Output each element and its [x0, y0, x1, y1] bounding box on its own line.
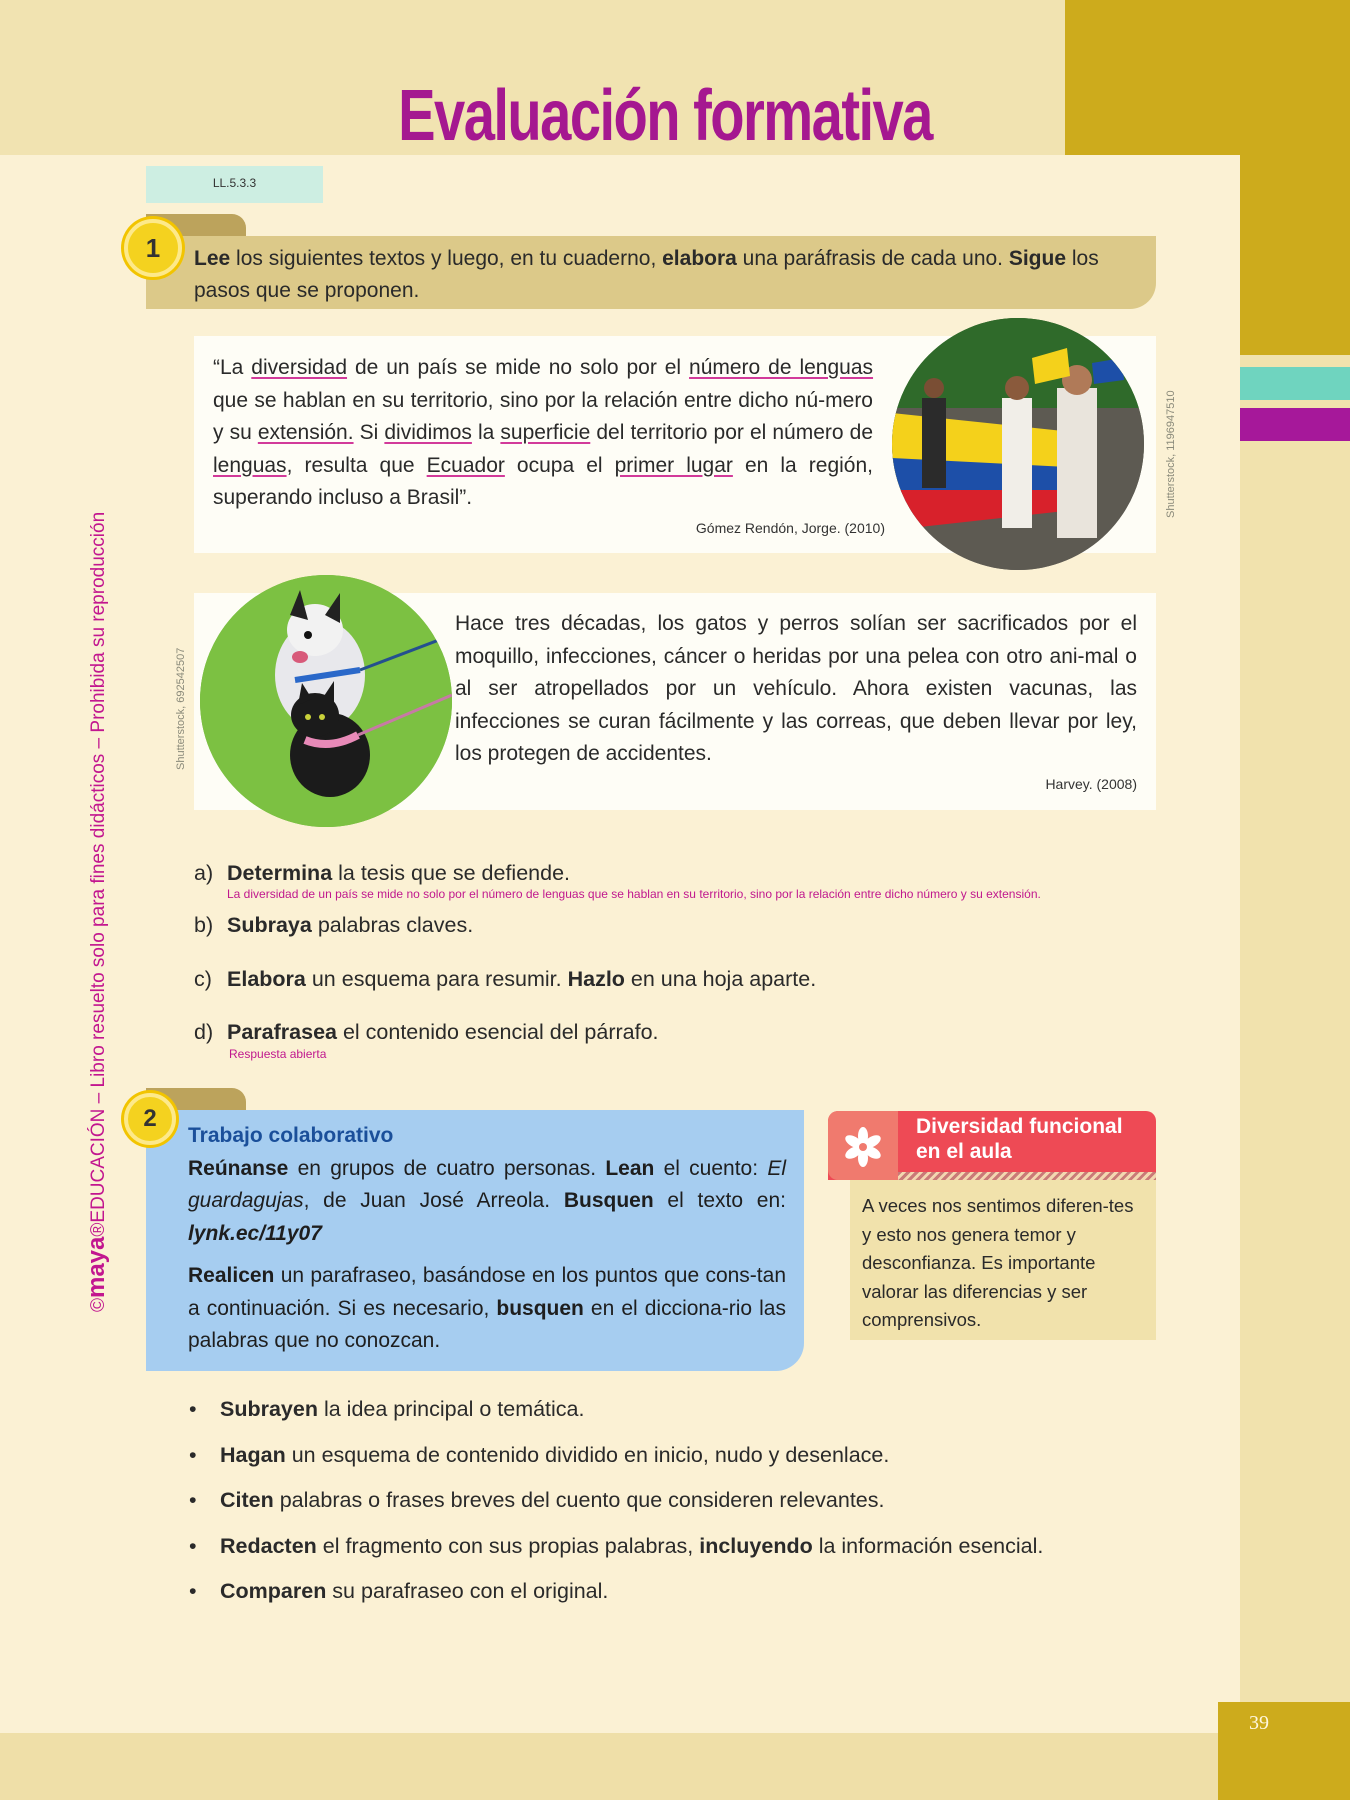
bullet-verb: Redacten — [220, 1533, 317, 1558]
p-text: el cuento: — [654, 1156, 768, 1180]
question-label: b) — [194, 913, 214, 937]
p-verb: Reúnanse — [188, 1156, 289, 1180]
parade-flag-photo — [892, 318, 1144, 570]
text-run: en la región, superando incluso a Brasil”. — [213, 453, 873, 509]
instr-text: los pasos que se proponen. — [194, 247, 1099, 302]
answer-a: La diversidad de un país se mide no solo por el número de lenguas que se hablan en su territorio, sino por la relación entre dicho número y su extensión. — [227, 887, 1041, 901]
copyright-symbol: © — [88, 1298, 109, 1312]
underlined-word: dividimos — [384, 421, 472, 444]
photo-1-credit: Shutterstock, 1196947510 — [1165, 390, 1177, 518]
question-verb: Subraya — [227, 913, 312, 937]
question-d — [194, 1017, 1174, 1047]
underlined-word: superficie — [500, 421, 591, 444]
bullet-text: la idea principal o temática. — [317, 1397, 585, 1421]
parade-flag-illustration — [892, 318, 1144, 570]
answer-d: Respuesta abierta — [229, 1047, 327, 1061]
p-text: en grupos de cuatro personas. — [288, 1156, 606, 1180]
bullet-dot: • — [189, 1488, 197, 1512]
flower-icon — [828, 1111, 898, 1180]
text-2-citation: Harvey. (2008) — [1045, 776, 1137, 792]
p-verb: Realicen — [188, 1264, 275, 1287]
bullet-text: palabras o frases breves del cuento que consideren relevantes. — [273, 1488, 885, 1512]
underlined-word: extensión. — [257, 421, 354, 444]
underlined-word: número de lenguas — [689, 356, 874, 379]
dog-cat-illustration — [200, 575, 452, 827]
diversity-box-title: Diversidad funcional en el aula — [916, 1115, 1123, 1163]
bullet-verb: Subrayen — [220, 1397, 318, 1421]
instr-verb: Lee — [194, 247, 231, 270]
p-verb: Busquen — [563, 1189, 654, 1212]
bullet-item — [185, 1531, 1185, 1577]
bullet-text: la información esencial. — [812, 1533, 1044, 1558]
activity-2-paragraph-2 — [188, 1260, 786, 1358]
text-1-citation: Gómez Rendón, Jorge. (2010) — [695, 520, 885, 536]
dog-cat-photo — [200, 575, 452, 827]
bullet-item — [185, 1394, 1185, 1440]
question-text: el contenido esencial del párrafo. — [336, 1020, 659, 1044]
question-text: un esquema para resumir. — [305, 967, 568, 991]
p-verb: Lean — [605, 1156, 655, 1180]
text-run: “La — [213, 356, 252, 379]
activity-2-paragraph-1 — [188, 1153, 786, 1251]
p-verb: busquen — [496, 1296, 584, 1320]
bullet-dot: • — [189, 1579, 197, 1603]
question-text: la tesis que se defiende. — [332, 861, 571, 885]
question-b — [194, 910, 1174, 940]
p-text: , de Juan José Arreola. — [303, 1189, 564, 1212]
bullet-verb: Hagan — [220, 1442, 286, 1467]
bullet-verb: Citen — [220, 1488, 274, 1512]
magenta-stripe — [1240, 408, 1350, 441]
bullet-dot: • — [189, 1397, 197, 1421]
activity-2-bullets — [185, 1394, 1185, 1622]
text-run: , resulta que — [286, 453, 427, 477]
instr-verb: elabora — [662, 247, 737, 270]
activity-2-badge: 2 — [124, 1093, 176, 1145]
text-1-body — [213, 352, 873, 515]
question-verb: Determina — [227, 861, 333, 885]
activity-2-text — [188, 1120, 786, 1358]
instr-verb: Sigue — [1008, 247, 1067, 270]
question-text: palabras claves. — [311, 913, 474, 937]
underlined-word: diversidad — [251, 356, 348, 379]
question-a — [194, 858, 1174, 888]
bullet-text: el fragmento con sus propias palabras, — [316, 1533, 700, 1558]
underlined-word: lenguas — [213, 453, 287, 477]
question-verb: Parafrasea — [227, 1020, 337, 1044]
page-number: 39 — [1249, 1712, 1269, 1734]
underlined-word: primer lugar — [614, 453, 733, 477]
story-link[interactable]: lynk.ec/11y07 — [188, 1221, 322, 1245]
bullet-text: un esquema de contenido dividido en inicio, nudo y desenlace. — [285, 1442, 890, 1467]
brand-logo: maya — [83, 1236, 110, 1298]
bottom-band — [0, 1733, 1350, 1800]
text-run: Si — [353, 421, 385, 444]
question-verb: Elabora — [227, 967, 306, 991]
right-margin — [1240, 355, 1350, 1800]
registered-symbol: ® — [88, 1222, 109, 1237]
diversity-box-text: A veces nos sentimos diferen-tes y esto nos genera temor y desconfianza. Es importante valorar las diferencias y ser comprensivos. — [862, 1195, 1134, 1330]
question-label: d) — [194, 1020, 214, 1044]
text-run: de un país se mide no solo por el — [347, 356, 690, 379]
diversity-box-hatch — [898, 1172, 1156, 1180]
bullet-item — [185, 1440, 1185, 1486]
question-label: a) — [194, 861, 214, 885]
question-verb: Hazlo — [567, 967, 625, 991]
bullet-item — [185, 1576, 1185, 1622]
bullet-verb: Comparen — [220, 1579, 327, 1603]
instr-text: los siguientes textos y luego, en tu cuaderno, — [230, 247, 663, 270]
p-text: un parafraseo, basándose en los puntos que cons-tan a continuación. Si es necesario, — [188, 1264, 786, 1320]
flower-icon-svg — [828, 1111, 898, 1180]
teal-stripe — [1240, 367, 1350, 400]
question-label: c) — [194, 967, 212, 991]
text-2-body: Hace tres décadas, los gatos y perros solían ser sacrificados por el moquillo, infecciones, cáncer o heridas por una pelea con otro ani-mal o al ser atropellados por un vehículo. Ahora existen vacunas, las infecciones se curan fácilmente y las correas, que deben llevar por ley, los protegen de accidentes. — [455, 612, 1137, 765]
skill-code: LL.5.3.3 — [212, 176, 257, 190]
side-copyright — [84, 472, 112, 1312]
page-title: Evaluación formativa — [398, 76, 932, 156]
bullet-item — [185, 1485, 1185, 1531]
text-run: que se hablan en su territorio, sino por la relación entre dicho nú-mero y su — [213, 388, 873, 444]
photo-2-credit: Shutterstock, 692542507 — [175, 647, 187, 770]
bullet-dot: • — [189, 1533, 197, 1558]
question-text: en una hoja aparte. — [624, 967, 817, 991]
question-c — [194, 964, 1174, 994]
text-run: del territorio por el número de — [590, 421, 873, 444]
side-copyright-text: EDUCACIÓN – Libro resuelto solo para fines didácticos – Prohibida su reproducción — [88, 511, 109, 1223]
activity-1-badge: 1 — [124, 219, 182, 277]
bullet-text: su parafraseo con el original. — [326, 1579, 609, 1603]
text-run: la — [471, 421, 501, 444]
instr-text: una paráfrasis de cada uno. — [736, 247, 1009, 270]
activity-2-heading: Trabajo colaborativo — [188, 1124, 394, 1147]
underlined-word: Ecuador — [426, 453, 505, 477]
bullet-dot: • — [189, 1442, 197, 1467]
bullet-verb: incluyendo — [699, 1533, 813, 1558]
p-text: el texto en: — [653, 1189, 786, 1212]
activity-1-instruction — [194, 243, 1154, 307]
story-title: El guardagujas — [188, 1156, 786, 1212]
p-text: en el dicciona-rio las palabras que no conozcan. — [188, 1296, 786, 1352]
text-run: ocupa el — [504, 453, 615, 477]
